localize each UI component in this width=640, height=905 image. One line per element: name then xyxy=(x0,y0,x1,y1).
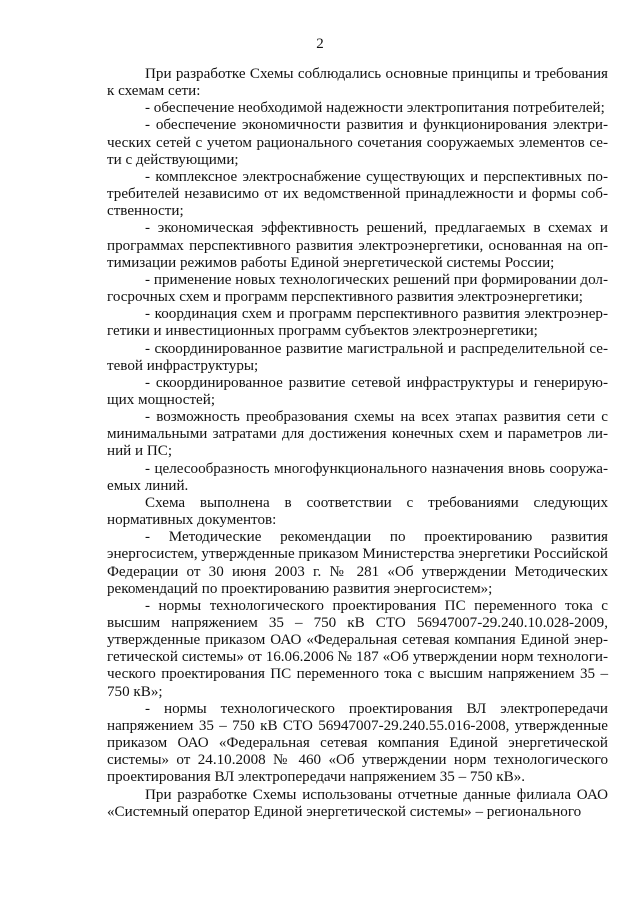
paragraph-normative-intro: Схема выполнена в соответствии с требованиями следующих нормативных документов: xyxy=(107,494,608,529)
paragraph-intro: При разработке Схемы соблюдались основные принципы и требования к схемам сети: xyxy=(107,66,608,100)
list-item-generation: - скоординированное развитие сетевой инфраструктуры и генерирующих мощностей; xyxy=(107,374,608,408)
normative-item-substations: - нормы технологического проектирования ПС переменного тока с высшим напряжением 35 – 750 кВ СТО 56947007-29.240.10.028-2009, утвержденные приказом ОАО «Федеральная сетевая компания Единой энергетической системы» от 16.06.2006 № 187 «Об утверждении норм технологического проектирования ПС переменного тока с высшим напряжением 35 – 750 кВ»; xyxy=(107,597,608,700)
normative-item-power-lines: - нормы технологического проектирования ВЛ электропередачи напряжением 35 – 750 кВ СТО 56947007-29.240.55.016-2008, утвержденные приказом ОАО «Федеральная сетевая компания Единой энергетической системы» от 24.10.2008 № 460 «Об утверждении норм технологического проектирования ВЛ электропередачи напряжением 35 – 750 кВ». xyxy=(107,700,608,786)
list-item-new-technologies: - применение новых технологических решений при формировании долгосрочных схем и программ перспективного развития электроэнергетики; xyxy=(107,271,608,306)
list-item-network-infrastructure: - скоординированное развитие магистральной и распределительной сетевой инфраструктуры; xyxy=(107,340,608,374)
document-body xyxy=(107,66,608,821)
list-item-multifunction: - целесообразность многофункционального назначения вновь сооружаемых линий. xyxy=(107,460,608,494)
page-number: 2 xyxy=(316,36,324,52)
list-item-efficiency: - экономическая эффективность решений, предлагаемых в схемах и программах перспективного развития электроэнергетики, основанная на оптимизации режимов работы Единой энергетической системы России; xyxy=(107,220,608,271)
paragraph-source-data: При разработке Схемы использованы отчетные данные филиала ОАО «Системный оператор Единой энергетической системы» – регионального xyxy=(107,786,608,820)
list-item-economy: - обеспечение экономичности развития и функционирования электрических сетей с учетом рационального сочетания сооружаемых элементов сети с действующими; xyxy=(107,117,608,168)
list-item-reliability: - обеспечение необходимой надежности электропитания потребителей; xyxy=(145,100,605,117)
list-item-transformation: - возможность преобразования схемы на всех этапах развития сети с минимальными затратами для достижения конечных схем и параметров линий и ПС; xyxy=(107,409,608,460)
list-item-complex-supply: - комплексное электроснабжение существующих и перспективных потребителей независимо от их ведомственной принадлежности и формы собственности; xyxy=(107,168,608,220)
list-item-coordination: - координация схем и программ перспективного развития электроэнергетики и инвестиционных программ субъектов электроэнергетики; xyxy=(107,306,608,340)
normative-item-guidelines: - Методические рекомендации по проектированию развития энергосистем, утвержденные приказом Министерства энергетики Российской Федерации от 30 июня 2003 г. № 281 «Об утверждении Методических рекомендаций по проектированию развития энергосистем»; xyxy=(107,529,609,597)
